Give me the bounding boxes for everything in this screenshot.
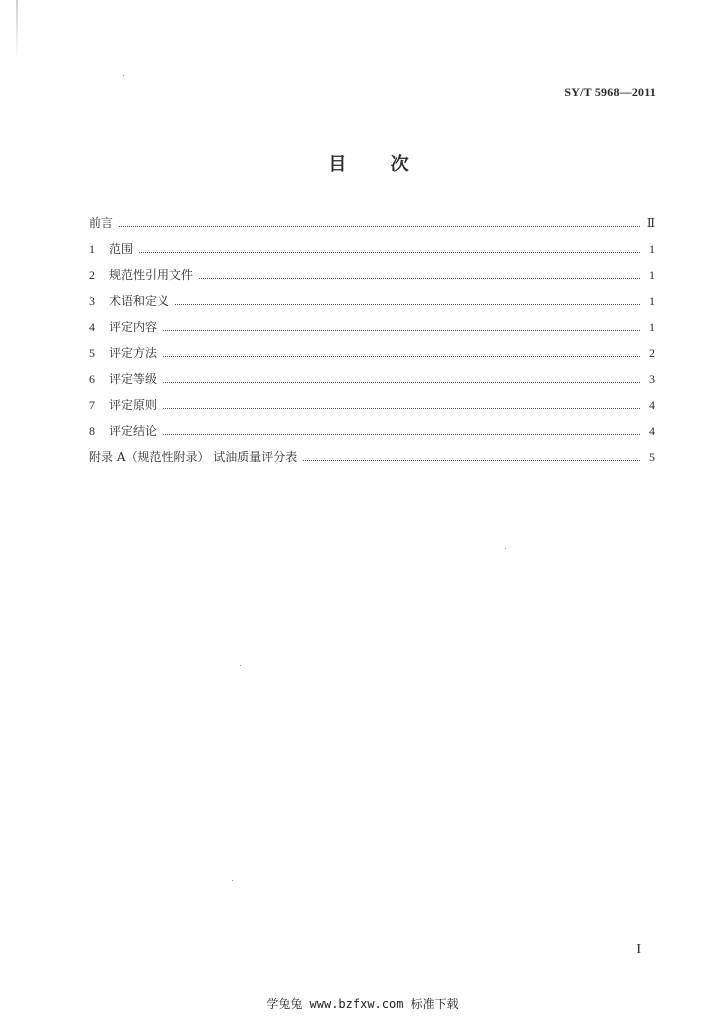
toc-title: 目 次 xyxy=(328,154,409,175)
dot-leader xyxy=(163,329,640,331)
dot-leader xyxy=(139,251,640,253)
scan-speck xyxy=(240,665,241,666)
dot-leader xyxy=(163,355,640,357)
dot-leader xyxy=(175,303,640,305)
toc-entry-page: 3 xyxy=(649,372,655,386)
toc-entry-foreword[interactable] xyxy=(89,215,655,241)
download-site-note: 学兔兔 www.bzfxw.com 标准下载 xyxy=(266,997,459,1011)
scan-speck xyxy=(123,75,124,76)
toc-entry-number: 8 xyxy=(89,424,95,438)
dot-leader xyxy=(163,381,640,383)
toc-entry-evaluation-principle[interactable] xyxy=(89,397,655,423)
toc-entry-page: 1 xyxy=(649,242,655,256)
toc-entry-normative-references[interactable] xyxy=(89,267,655,293)
toc-entry-title: 评定内容 xyxy=(109,320,158,334)
toc-entry-evaluation-content[interactable] xyxy=(89,319,655,345)
toc-entry-page: 5 xyxy=(649,450,655,464)
standard-code: SY/T 5968—2011 xyxy=(564,85,656,99)
toc-entry-title: 前言 xyxy=(89,216,114,230)
toc-entry-page: 1 xyxy=(649,294,655,308)
dot-leader xyxy=(119,225,640,227)
toc-entry-terms-definitions[interactable] xyxy=(89,293,655,319)
dot-leader xyxy=(163,407,640,409)
toc-entry-evaluation-grade[interactable] xyxy=(89,371,655,397)
dot-leader xyxy=(303,459,640,461)
toc-entry-title: 评定结论 xyxy=(109,424,158,438)
toc-entry-page: Ⅱ xyxy=(646,216,655,230)
toc-entry-number: 5 xyxy=(89,346,95,360)
toc-entry-title: 规范性引用文件 xyxy=(109,268,194,282)
toc-entry-page: 4 xyxy=(649,424,655,438)
toc-entry-number: 4 xyxy=(89,320,95,334)
toc-entry-number: 2 xyxy=(89,268,95,282)
page-edge-shadow xyxy=(16,0,18,60)
toc-entry-page: 2 xyxy=(649,346,655,360)
toc-entry-page: 4 xyxy=(649,398,655,412)
toc-entry-title: 评定等级 xyxy=(109,372,158,386)
dot-leader xyxy=(199,277,640,279)
toc-entry-appendix-a[interactable] xyxy=(89,449,655,475)
toc-entry-number: 1 xyxy=(89,242,95,256)
scan-speck xyxy=(505,548,506,549)
toc-entry-number: 3 xyxy=(89,294,95,308)
page-number: I xyxy=(636,942,641,957)
toc-entry-title: 术语和定义 xyxy=(109,294,170,308)
toc-entry-scope[interactable] xyxy=(89,241,655,267)
toc-entry-evaluation-conclusion[interactable] xyxy=(89,423,655,449)
scan-speck xyxy=(232,880,233,881)
toc-entry-title: 附录 A（规范性附录） 试油质量评分表 xyxy=(89,450,298,464)
toc-entry-title: 评定方法 xyxy=(109,346,158,360)
table-of-contents xyxy=(89,215,655,475)
toc-entry-number: 7 xyxy=(89,398,95,412)
dot-leader xyxy=(163,433,640,435)
toc-entry-evaluation-method[interactable] xyxy=(89,345,655,371)
toc-entry-page: 1 xyxy=(649,268,655,282)
toc-entry-number: 6 xyxy=(89,372,95,386)
toc-entry-page: 1 xyxy=(649,320,655,334)
toc-entry-title: 范围 xyxy=(109,242,134,256)
toc-entry-title: 评定原则 xyxy=(109,398,158,412)
